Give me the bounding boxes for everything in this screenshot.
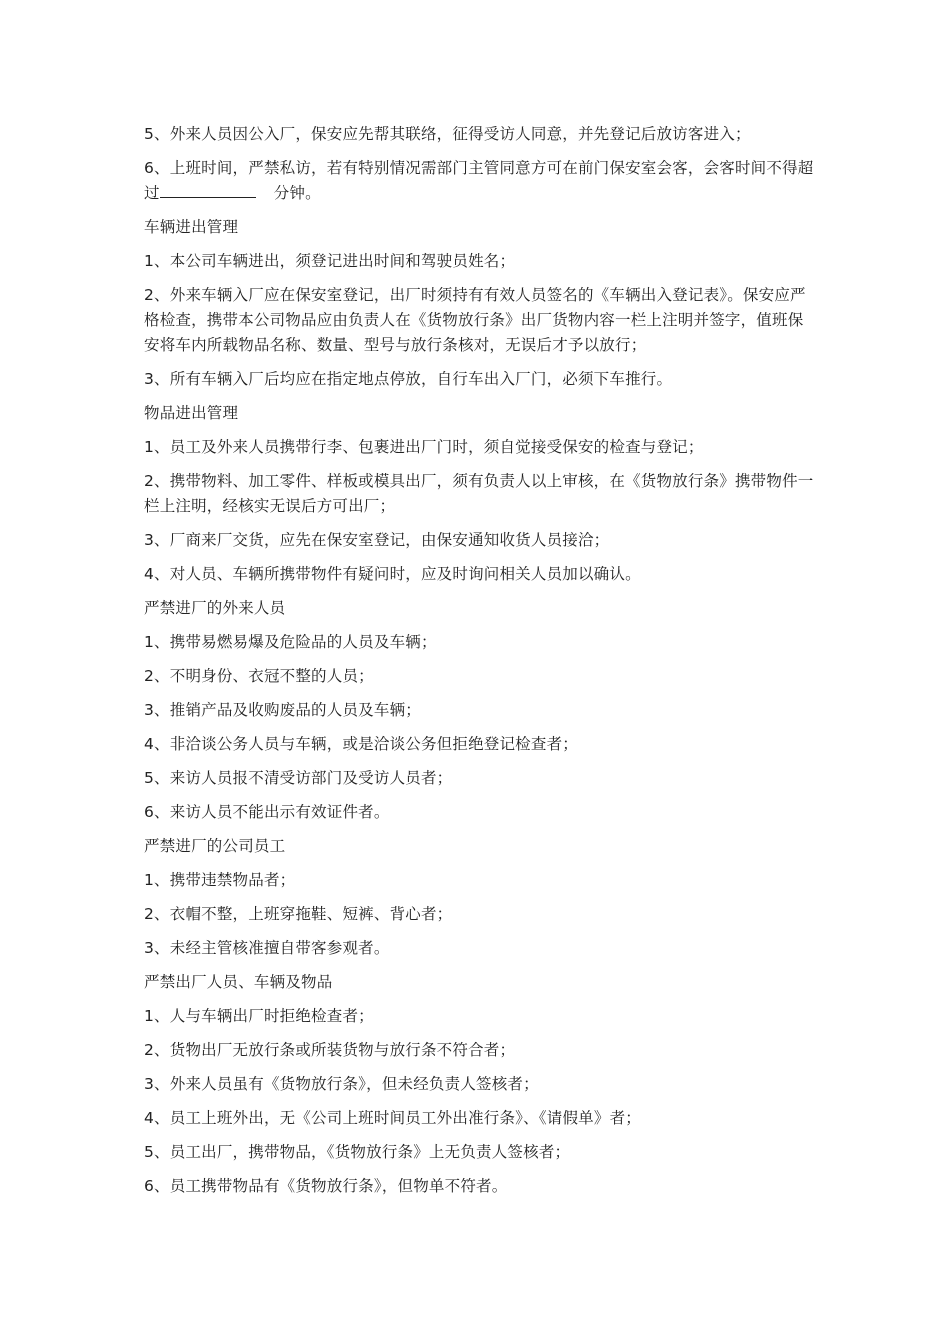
list-item: 4、员工上班外出，无《公司上班时间员工外出准行条》、《请假单》者； — [144, 1109, 641, 1127]
list-item: 5、员工出厂，携带物品，《货物放行条》上无负责人签核者； — [144, 1143, 571, 1161]
list-item: 3、外来人员虽有《货物放行条》，但未经负责人签核者； — [144, 1075, 539, 1093]
list-item: 3、推销产品及收购废品的人员及车辆； — [144, 701, 421, 719]
list-item: 4、对人员、车辆所携带物件有疑问时，应及时询问相关人员加以确认。 — [144, 565, 641, 583]
list-item — [144, 156, 814, 206]
list-item: 4、非洽谈公务人员与车辆，或是洽谈公务但拒绝登记检查者； — [144, 735, 578, 753]
list-item: 6、来访人员不能出示有效证件者。 — [144, 803, 390, 821]
section-heading: 严禁进厂的公司员工 — [144, 837, 286, 855]
list-item: 3、厂商来厂交货，应先在保安室登记，由保安通知收货人员接洽； — [144, 531, 610, 549]
list-item: 1、携带易燃易爆及危险品的人员及车辆； — [144, 633, 437, 651]
list-item: 3、未经主管核准擅自带客参观者。 — [144, 939, 390, 957]
document-body — [144, 122, 814, 1208]
list-item: 1、本公司车辆进出，须登记进出时间和驾驶员姓名； — [144, 252, 516, 270]
list-item: 2、携带物料、加工零件、样板或模具出厂，须有负责人以上审核，在《货物放行条》携带物件一栏上注明，经核实无误后方可出厂； — [144, 472, 814, 515]
section-heading: 严禁出厂人员、车辆及物品 — [144, 973, 333, 991]
list-item: 1、携带违禁物品者； — [144, 871, 296, 889]
section-heading: 物品进出管理 — [144, 404, 239, 422]
list-item: 2、衣帽不整，上班穿拖鞋、短裤、背心者； — [144, 905, 453, 923]
list-item: 2、货物出厂无放行条或所装货物与放行条不符合者； — [144, 1041, 516, 1059]
list-item: 5、来访人员报不清受访部门及受访人员者； — [144, 769, 453, 787]
list-item: 2、外来车辆入厂应在保安室登记，出厂时须持有有效人员签名的《车辆出入登记表》。保安应严格检查，携带本公司物品应由负责人在《货物放行条》出厂货物内容一栏上注明并签字，值班保安将车内所载物品名称、数量、型号与放行条核对，无误后才予以放行； — [144, 286, 806, 354]
list-item-text: 6、上班时间，严禁私访，若有特别情况需部门主管同意方可在前门保安室会客，会客时间不得超过 — [144, 159, 814, 202]
list-item: 2、不明身份、衣冠不整的人员； — [144, 667, 374, 685]
list-item: 5、外来人员因公入厂，保安应先帮其联络，征得受访人同意，并先登记后放访客进入； — [144, 125, 751, 143]
fill-in-blank — [160, 182, 256, 198]
list-item-text: 分钟。 — [273, 184, 321, 202]
list-item: 6、员工携带物品有《货物放行条》，但物单不符者。 — [144, 1177, 508, 1195]
section-heading: 车辆进出管理 — [144, 218, 239, 236]
list-item: 3、所有车辆入厂后均应在指定地点停放，自行车出入厂门，必须下车推行。 — [144, 370, 673, 388]
list-item: 1、人与车辆出厂时拒绝检查者； — [144, 1007, 374, 1025]
section-heading: 严禁进厂的外来人员 — [144, 599, 286, 617]
list-item: 1、员工及外来人员携带行李、包裹进出厂门时，须自觉接受保安的检查与登记； — [144, 438, 704, 456]
